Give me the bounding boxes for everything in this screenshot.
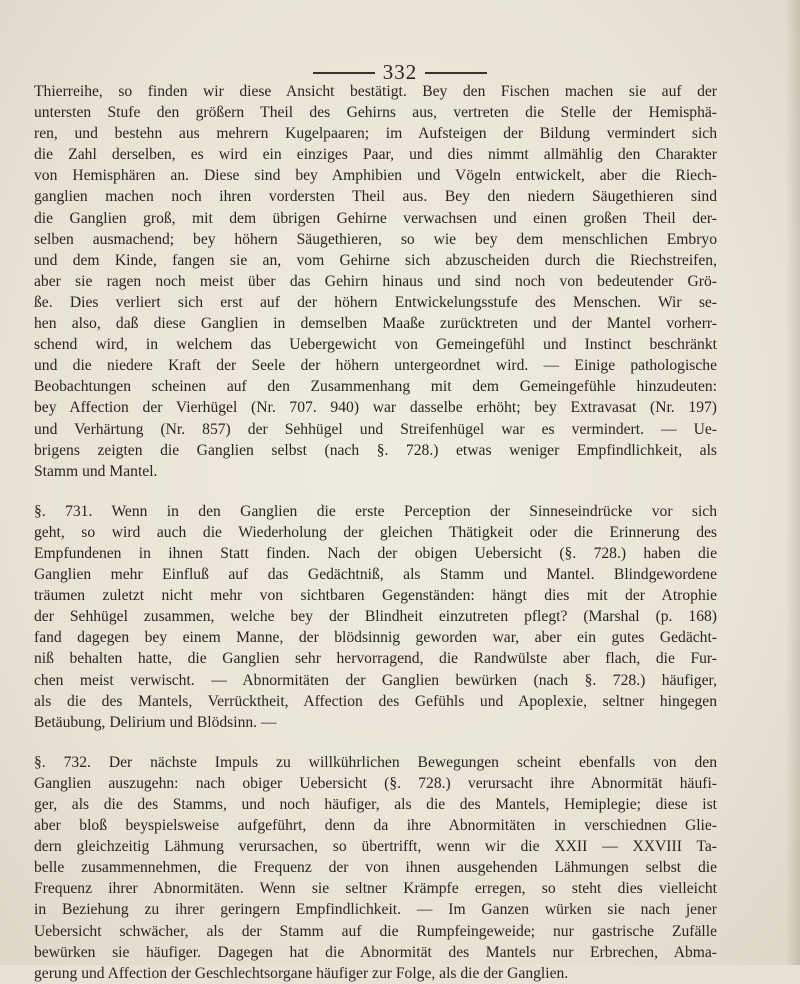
text-line: brigens zeigten die Ganglien selbst (nach §. 728.) etwas weniger Empfindlichkeit, als: [34, 441, 717, 459]
paragraph: [34, 81, 717, 482]
text-line: fand dagegen bey einem Manne, der blödsinnig geworden war, aber ein gutes Gedächt-: [34, 629, 717, 647]
text-line: untersten Stufe den größern Theil des Gehirns aus, vertreten die Stelle der Hemisphä-: [34, 104, 717, 122]
text-line: §. 731. Wenn in den Ganglien die erste Perception der Sinneseindrücke vor sich: [34, 502, 717, 520]
text-line: niß behalten hatte, die Ganglien sehr hervorragend, die Randwülste aber flach, die Fur-: [34, 650, 717, 668]
text-line: von Hemisphären an. Diese sind bey Amphibien und Vögeln entwickelt, aber die Riech-: [34, 167, 717, 185]
header-rule-left: [313, 72, 375, 74]
body-text: [34, 81, 717, 984]
text-line: Beobachtungen scheinen auf den Zusammenhang mit dem Gemeingefühle hinzudeuten:: [34, 378, 717, 396]
text-line: §. 732. Der nächste Impuls zu willkührlichen Bewegungen scheint ebenfalls von den: [34, 753, 717, 771]
text-line: ger, als die des Stamms, und noch häufiger, als die des Mantels, Hemiplegie; diese ist: [34, 796, 717, 813]
text-line: Frequenz ihrer Abnormitäten. Wenn sie seltner Krämpfe erregen, so steht dies vielleicht: [34, 880, 717, 898]
text-line: ren, und bestehn aus mehrern Kugelpaaren; im Aufsteigen der Bildung vermindert sich: [34, 125, 717, 143]
text-line: und die niedere Kraft der Seele der höhern untergeordnet wird. — Einige pathologische: [34, 357, 717, 375]
page-gutter-shadow: [786, 0, 800, 965]
page-number: 332: [382, 60, 418, 84]
text-line: selben ausmachend; bey höhern Säugethieren, so wie bey dem menschlichen Embryo: [34, 230, 717, 248]
header-rule-right: [425, 72, 487, 74]
text-line: Stamm und Mantel.: [34, 462, 158, 480]
text-line: gerung und Affection der Geschlechtsorgane häufiger zur Folge, als die der Ganglien.: [34, 964, 569, 982]
text-line: und Verhärtung (Nr. 857) der Sehhügel und Streifenhügel war es vermindert. — Ue-: [34, 420, 717, 438]
text-line: als die des Mantels, Verrücktheit, Affection des Gefühls und Apoplexie, seltner hingegen: [34, 692, 717, 710]
text-line: dern gleichzeitig Lähmung verursachen, so übertrifft, wenn wir die XXII — XXVIII Ta-: [34, 838, 717, 856]
text-line: die Zahl derselben, es wird ein einziges Paar, und dies nimmt allmählig den Charakter: [34, 146, 717, 164]
text-line: in Beziehung zu ihrer geringern Empfindlichkeit. — Im Ganzen würken sie nach jener: [34, 901, 717, 919]
text-line: Uebersicht schwächer, als der Stamm auf die Rumpfeingeweide; nur gastrische Zufälle: [34, 922, 717, 940]
text-line: belle zusammennehmen, die Frequenz der von ihnen ausgehenden Lähmungen selbst die: [34, 859, 717, 877]
text-line: der Sehhügel zusammen, welche bey der Blindheit einzutreten pflegt? (Marshal (p. 168): [34, 608, 717, 626]
paragraph: [34, 752, 717, 984]
paragraph-gap: [34, 482, 717, 501]
text-line: bewürken sie häufiger. Dagegen hat die Abnormität des Mantels nur Erbrechen, Abma-: [34, 943, 717, 961]
text-line: aber sie ragen noch meist über das Gehirn hinaus und sind noch von bedeutender Grö-: [34, 272, 717, 290]
text-line: chen meist verwischt. — Abnormitäten der Ganglien bewürken (nach §. 728.) häufiger,: [34, 671, 717, 689]
paragraph-gap: [34, 733, 717, 752]
text-line: träumen zuletzt nicht mehr von sichtbaren Gegenständen: hängt dies mit der Atrophie: [34, 587, 717, 605]
text-line: hen also, daß diese Ganglien in demselben Maaße zurücktreten und der Mantel vorherr-: [34, 315, 717, 333]
text-line: ße. Dies verliert sich erst auf der höhern Entwickelungsstufe des Menschen. Wir se-: [34, 293, 717, 311]
text-line: Thierreihe, so finden wir diese Ansicht bestätigt. Bey den Fischen machen sie auf der: [34, 83, 717, 100]
text-line: und dem Kinde, fangen sie an, vom Gehirne sich abzuscheiden durch die Riechstreifen,: [34, 251, 717, 269]
text-line: bey Affection der Vierhügel (Nr. 707. 940) war dasselbe erhöht; bey Extravasat (Nr. 197): [34, 399, 717, 417]
text-line: geht, so wird auch die Wiederholung der gleichen Thätigkeit oder die Erinnerung des: [34, 523, 717, 541]
text-line: Betäubung, Delirium und Blödsinn. —: [34, 713, 277, 731]
text-line: Empfundenen in ihnen Statt finden. Nach der obigen Uebersicht (§. 728.) haben die: [34, 544, 717, 562]
text-line: Ganglien mehr Einfluß auf das Gedächtniß, als Stamm und Mantel. Blindgewordene: [34, 566, 717, 584]
text-line: die Ganglien groß, mit dem übrigen Gehirne verwachsen und einen großen Theil der-: [34, 209, 717, 227]
text-line: ganglien machen noch ihren vordersten Theil aus. Bey den niedern Säugethieren sind: [34, 188, 717, 206]
text-line: schend wird, in welchem das Uebergewicht von Gemeingefühl und Instinct beschränkt: [34, 336, 717, 354]
paragraph: [34, 501, 717, 733]
text-line: Ganglien auszugehn: nach obiger Uebersicht (§. 728.) verursacht ihre Abnormität häufi-: [34, 774, 717, 792]
text-line: aber bloß beyspielsweise aufgeführt, denn da ihre Abnormitäten in verschiednen Glie-: [34, 817, 717, 835]
